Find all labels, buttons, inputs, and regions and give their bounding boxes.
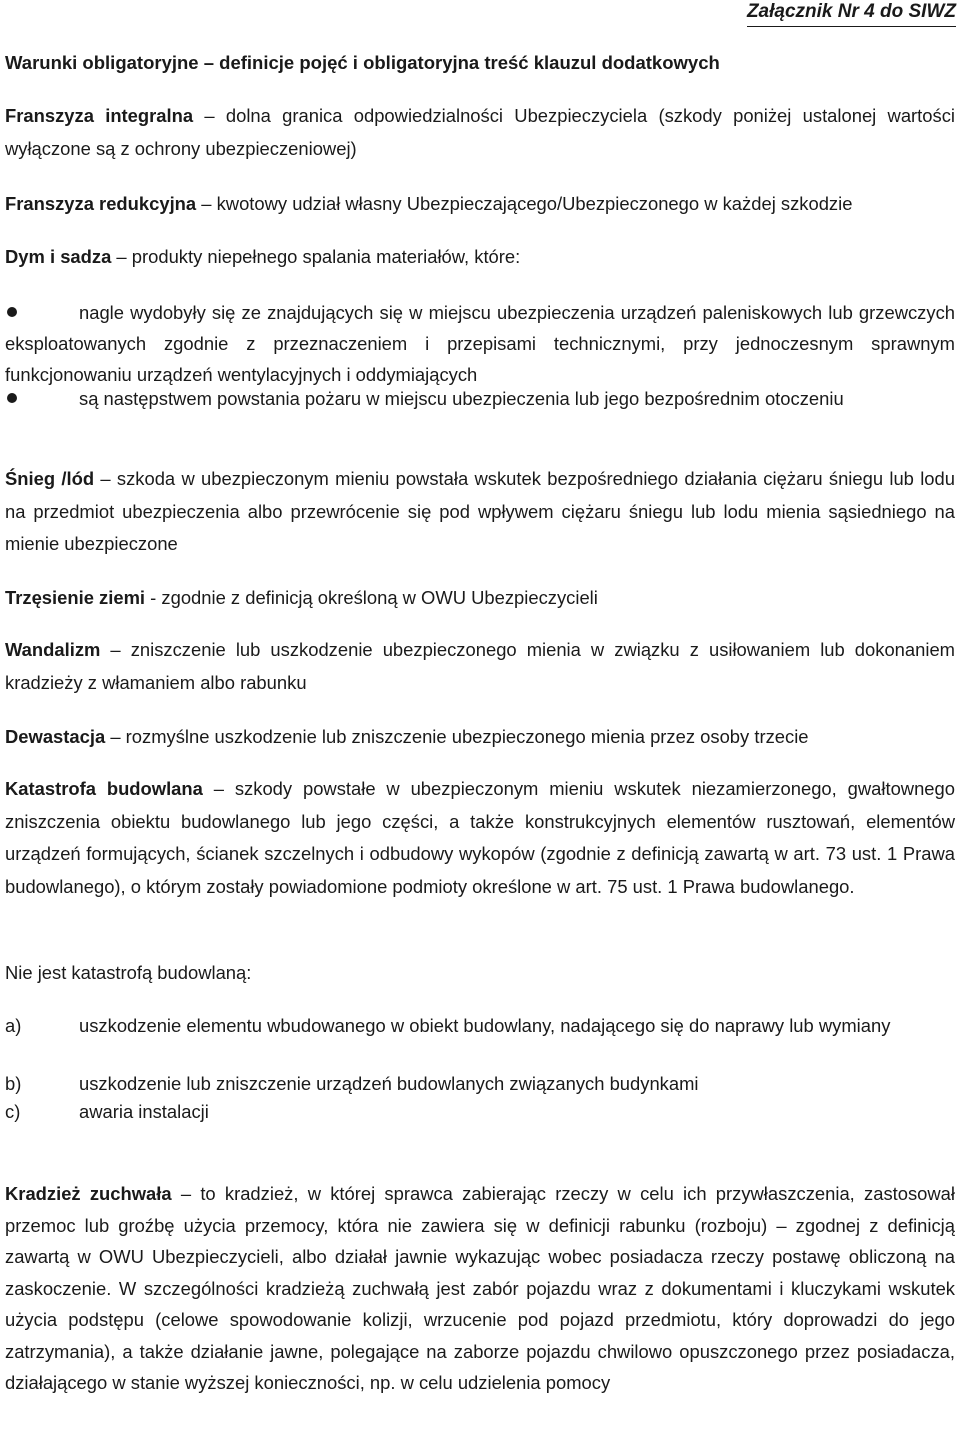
list-item	[5, 1011, 955, 1041]
list-label: b)	[5, 1073, 22, 1094]
document-title: Warunki obligatoryjne – definicje pojęć i obligatoryjna treść klauzul dodatkowych	[5, 52, 720, 73]
definition-dewastacja	[5, 721, 955, 754]
bullet-text: są następstwem powstania pożaru w miejscu ubezpieczenia lub jego bezpośrednim otoczeniu	[79, 388, 844, 409]
definition-text: – szkoda w ubezpieczonym mieniu powstała wskutek bezpośredniego działania ciężaru śniegu lub lodu na przedmiot ubezpieczenia albo przewrócenie się pod wpływem ciężaru śniegu lub lodu mienia sąsiedniego na mienie ubezpieczone	[5, 468, 955, 554]
term-franszyza-redukcyjna: Franszyza redukcyjna	[5, 193, 197, 214]
definition-wandalizm	[5, 634, 955, 699]
list-text: uszkodzenie elementu wbudowanego w obiekt budowlany, nadającego się do naprawy lub wymiany	[79, 1015, 891, 1036]
list-text: uszkodzenie lub zniszczenie urządzeń budowlanych związanych budynkami	[79, 1073, 699, 1094]
definition-text: – to kradzież, w której sprawca zabierając rzeczy w celu ich przywłaszczenia, zastosował przemoc lub groźbę użycia przemocy, która nie zawiera się w definicji rabunku (rozboju) – zgodnej z definicją zawartą w OWU Ubezpieczycieli, albo działał jawnie wykazując wobec posiadacza rzeczy postawę obliczoną na zaskoczenie. W szczególności kradzieżą zuchwałą jest zabór pojazdu wraz z dokumentami i kluczykami wskutek użycia podstępu (celowe spowodowanie kolizji, wrzucenie pod pojazd przedmiotu, który doprowadzi do jego zatrzymania), a także działanie jawne, polegające na zaborze pojazdu chwilowo opuszczonego przez posiadacza, działającego w stanie wyższej konieczności, np. w celu udzielenia pomocy	[5, 1183, 955, 1393]
term-dewastacja: Dewastacja	[5, 726, 106, 747]
term-snieg-lod: Śnieg /lód	[5, 468, 95, 489]
definition-text: – zniszczenie lub uszkodzenie ubezpieczonego mienia w związku z usiłowaniem lub dokonaniem kradzieży z włamaniem albo rabunku	[5, 639, 955, 693]
bullet-icon	[7, 307, 17, 317]
definition-trzesienie-ziemi	[5, 582, 955, 615]
list-item	[5, 1069, 955, 1099]
definition-dym-i-sadza	[5, 241, 955, 274]
not-construction-disaster-heading: Nie jest katastrofą budowlaną:	[5, 962, 252, 983]
definition-kradziez-zuchwala	[5, 1178, 955, 1399]
term-franszyza-integralna: Franszyza integralna	[5, 105, 194, 126]
list-item	[5, 1097, 955, 1127]
definition-franszyza-integralna	[5, 100, 955, 165]
definition-text: – dolna granica odpowiedzialności Ubezpieczyciela (szkody poniżej ustalonej wartości wyłączone są z ochrony ubezpieczeniowej)	[5, 105, 955, 159]
term-katastrofa-budowlana: Katastrofa budowlana	[5, 778, 203, 799]
definition-snieg-lod	[5, 463, 955, 561]
definition-franszyza-redukcyjna	[5, 188, 955, 221]
bullet-text: nagle wydobyły się ze znajdujących się w miejscu ubezpieczenia urządzeń paleniskowych lub grzewczych eksploatowanych zgodnie z przeznaczeniem i przepisami technicznymi, przy jednoczesnym sprawnym funkcjonowaniu urządzeń wentylacyjnych i oddymiających	[5, 302, 955, 385]
definition-text: – szkody powstałe w ubezpieczonym mieniu wskutek niezamierzonego, gwałtownego zniszczenia obiektu budowlanego lub jego części, a także konstrukcyjnych elementów rusztowań, elementów urządzeń formujących, ścianek szczelnych i odbudowy wykopów (zgodnie z definicją zawartą w art. 73 ust. 1 Prawa budowlanego), o którym zostały powiadomione podmioty określone w art. 75 ust. 1 Prawa budowlanego.	[5, 778, 955, 897]
list-item	[5, 383, 955, 414]
term-kradziez-zuchwala: Kradzież zuchwała	[5, 1183, 172, 1204]
definition-text: – kwotowy udział własny Ubezpieczającego/Ubezpieczonego w każdej szkodzie	[196, 193, 853, 214]
term-wandalizm: Wandalizm	[5, 639, 101, 660]
bullet-icon	[7, 393, 17, 403]
definition-katastrofa-budowlana	[5, 773, 955, 903]
definition-text: – rozmyślne uszkodzenie lub zniszczenie ubezpieczonego mienia przez osoby trzecie	[105, 726, 809, 747]
definition-text: – produkty niepełnego spalania materiałów, które:	[111, 246, 521, 267]
list-label: c)	[5, 1101, 21, 1122]
definition-text: - zgodnie z definicją określoną w OWU Ubezpieczycieli	[145, 587, 598, 608]
list-text: awaria instalacji	[79, 1101, 209, 1122]
term-trzesienie-ziemi: Trzęsienie ziemi	[5, 587, 146, 608]
annex-label: Załącznik Nr 4 do SIWZ	[747, 0, 956, 27]
list-label: a)	[5, 1015, 22, 1036]
list-item	[5, 297, 955, 390]
term-dym-i-sadza: Dym i sadza	[5, 246, 112, 267]
